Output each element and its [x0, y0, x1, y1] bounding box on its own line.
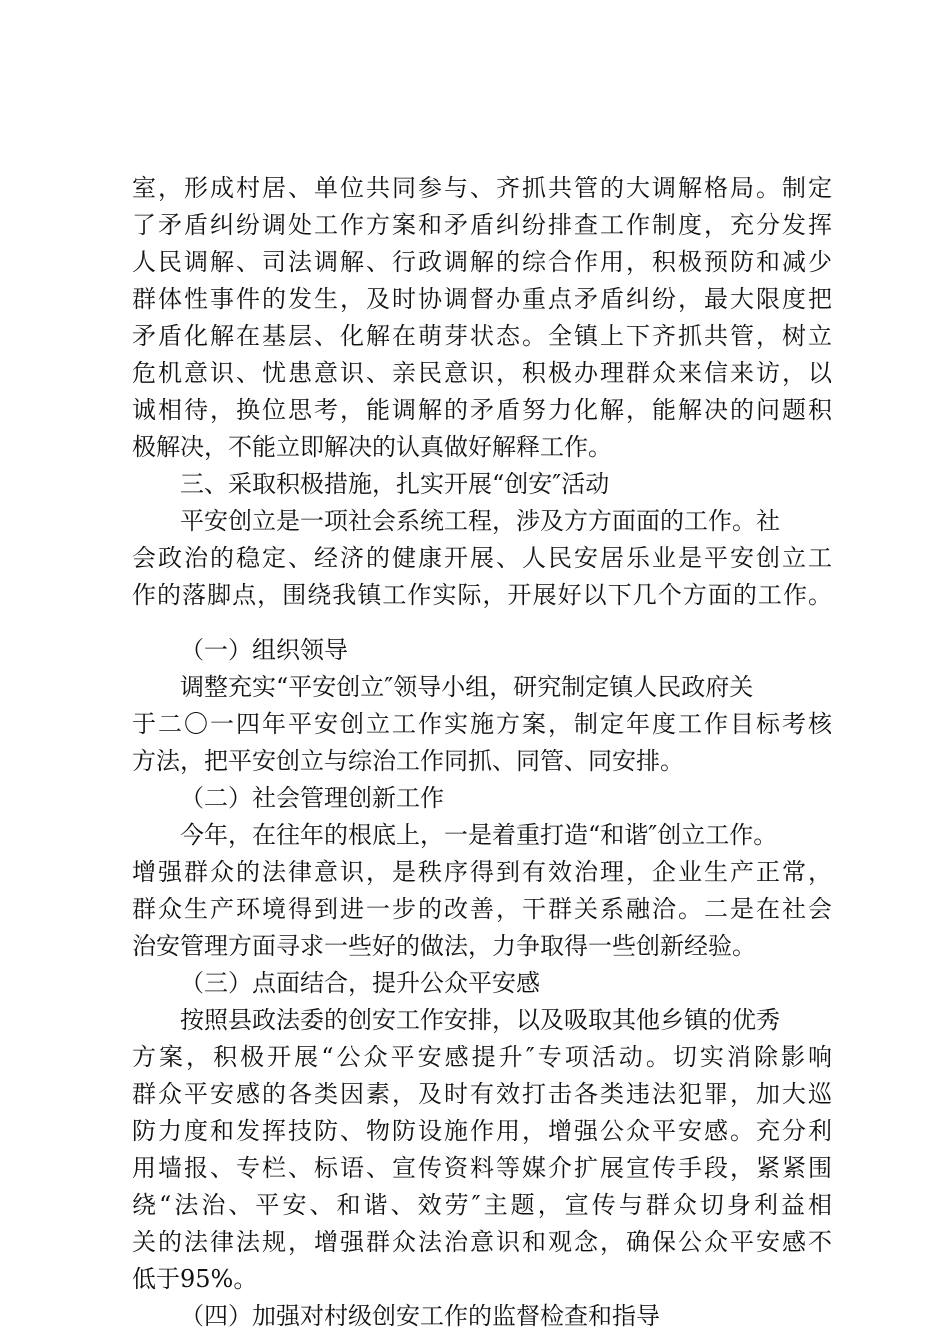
paragraph-line: 危机意识、忧患意识、亲民意识，积极办理群众来信来访，以	[132, 359, 832, 387]
paragraph-line: 诚相待，换位思考，能调解的矛盾努力化解，能解决的问题积	[132, 396, 832, 424]
section-heading: 三、采取积极措施，扎实开展“创安″活动	[180, 470, 610, 498]
paragraph-line: 低于95%。	[132, 1265, 258, 1293]
paragraph-line: 关的法律法规，增强群众法治意识和观念，确保公众平安感不	[132, 1228, 832, 1256]
paragraph-line: 群众生产环境得到进一步的改善，干群关系融洽。二是在社会	[132, 895, 832, 923]
paragraph-line: 群体性事件的发生，及时协调督办重点矛盾纠纷，最大限度把	[132, 285, 832, 313]
paragraph-line: 用墙报、专栏、标语、宣传资料等媒介扩展宣传手段，紧紧围	[132, 1154, 832, 1182]
subsection-heading: （二）社会管理创新工作	[180, 784, 444, 812]
paragraph-line: 防力度和发挥技防、物防设施作用，增强公众平安感。充分利	[132, 1117, 832, 1145]
paragraph-line: 矛盾化解在基层、化解在萌芽状态。全镇上下齐抓共管，树立	[132, 322, 832, 350]
paragraph-line: 治安管理方面寻求一些好的做法，力争取得一些创新经验。	[132, 932, 756, 960]
paragraph-line: 按照县政法委的创安工作安排，以及吸取其他乡镇的优秀	[180, 1006, 780, 1034]
paragraph-line: 群众平安感的各类因素，及时有效打击各类违法犯罪，加大巡	[132, 1080, 832, 1108]
paragraph-line: 增强群众的法律意识，是秩序得到有效治理，企业生产正常，	[132, 858, 832, 886]
subsection-heading: （四）加强对村级创安工作的监督检查和指导	[180, 1302, 660, 1330]
paragraph-line: 平安创立是一项社会系统工程，涉及方方面面的工作。社	[180, 507, 780, 535]
paragraph-line: 人民调解、司法调解、行政调解的综合作用，积极预防和减少	[132, 248, 832, 276]
paragraph-line: 于二〇一四年平安创立工作实施方案，制定年度工作目标考核	[132, 710, 832, 738]
subsection-heading: （三）点面结合，提升公众平安感	[180, 969, 540, 997]
paragraph-line: 极解决，不能立即解决的认真做好解释工作。	[132, 433, 612, 461]
paragraph-line: 了矛盾纠纷调处工作方案和矛盾纠纷排查工作制度，充分发挥	[132, 211, 832, 239]
paragraph-line: 方法，把平安创立与综治工作同抓、同管、同安排。	[132, 747, 684, 775]
paragraph-line: 室，形成村居、单位共同参与、齐抓共管的大调解格局。制定	[132, 174, 832, 202]
paragraph-line: 会政治的稳定、经济的健康开展、人民安居乐业是平安创立工	[132, 544, 832, 572]
paragraph-line: 方案，积极开展“公众平安感提升″专项活动。切实消除影响	[132, 1043, 832, 1071]
paragraph-line: 调整充实“平安创立″领导小组，研究制定镇人民政府关	[180, 673, 754, 701]
paragraph-line: 作的落脚点，围绕我镇工作实际，开展好以下几个方面的工作。	[132, 581, 832, 609]
subsection-heading: （一）组织领导	[180, 636, 348, 664]
paragraph-line: 今年，在往年的根底上，一是着重打造“和谐″创立工作。	[180, 821, 778, 849]
paragraph-line: 绕“法治、平安、和谐、效劳″主题，宣传与群众切身利益相	[132, 1191, 832, 1219]
